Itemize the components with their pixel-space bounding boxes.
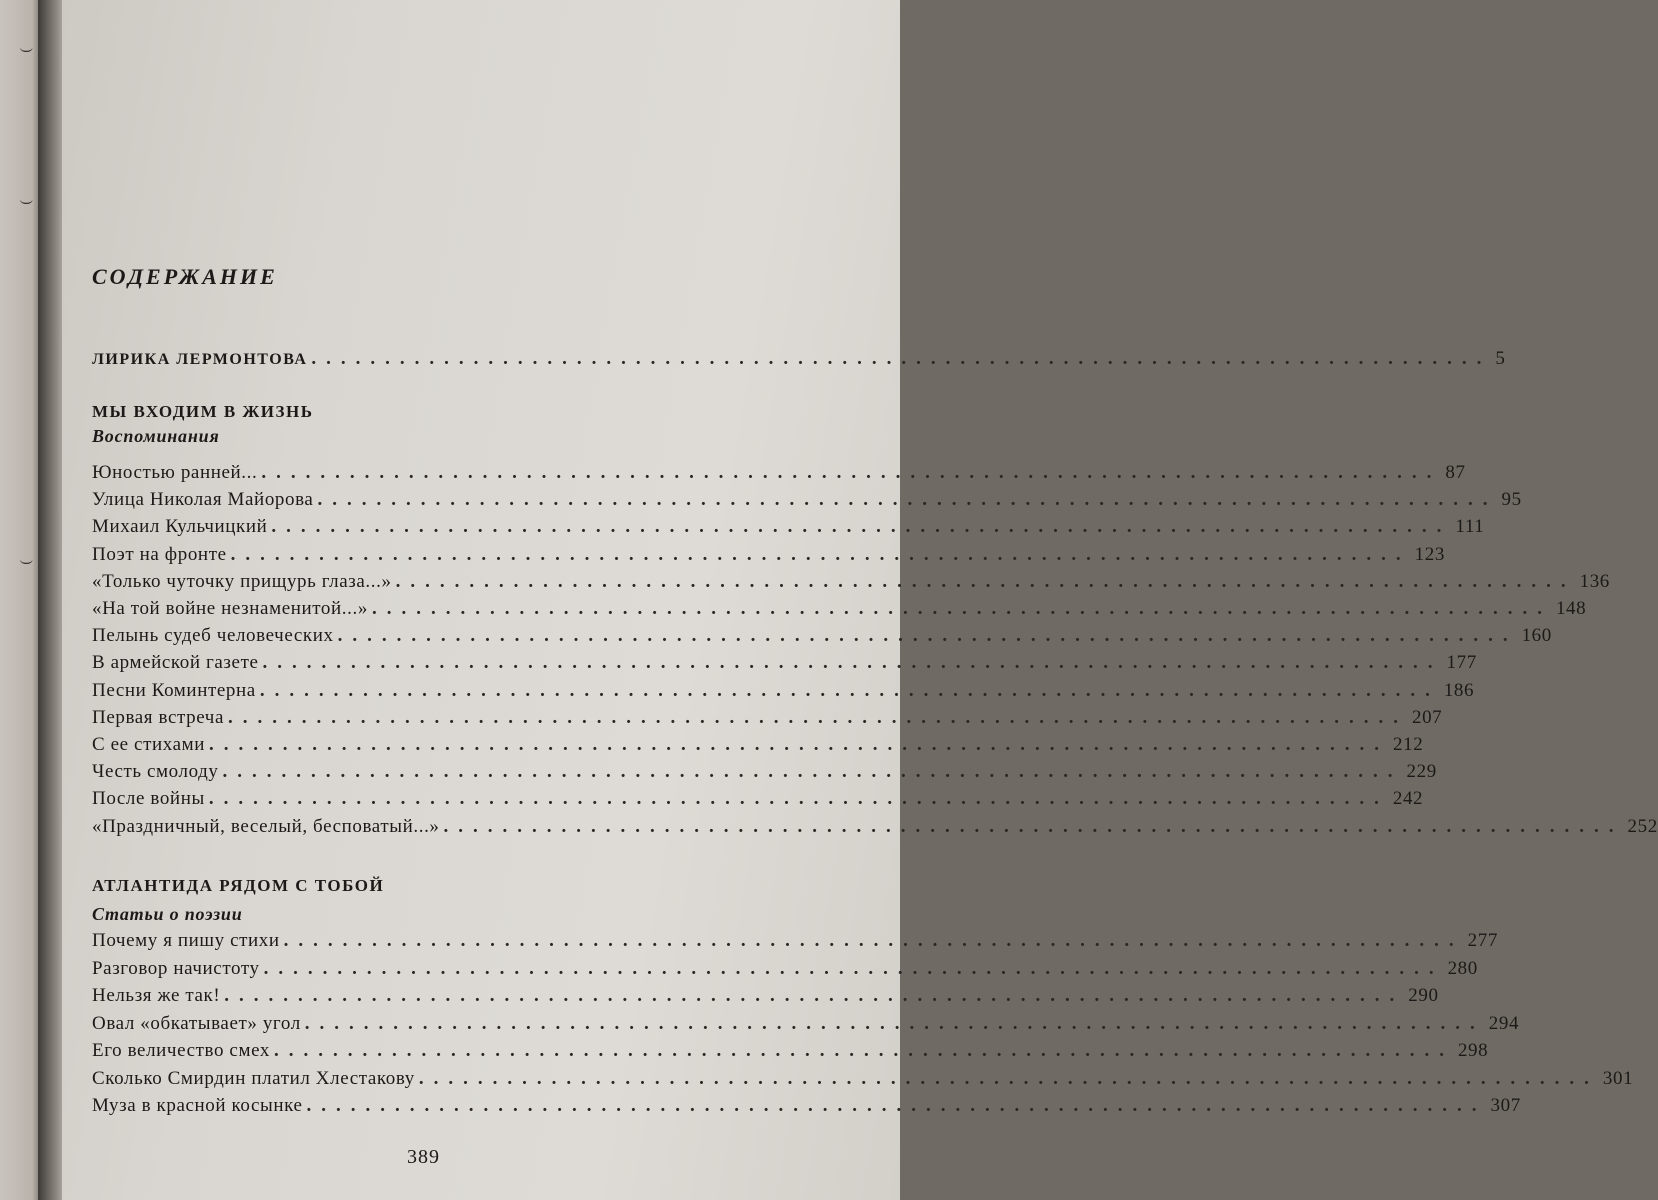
dot-leader: ................................................................................ <box>283 930 1464 951</box>
dot-leader: ................................................................................ <box>208 788 1389 810</box>
section-subtitle-articles: Статьи о поэзии <box>92 904 243 924</box>
toc-entry <box>92 1012 1520 1043</box>
entry-page: 148 <box>1555 598 1587 619</box>
entry-title: «Только чуточку прищурь глаза...» <box>92 570 392 592</box>
toc-entry <box>92 1040 1489 1070</box>
entry-page: 177 <box>1446 652 1477 674</box>
dot-leader: ................................................................................ <box>227 706 1408 728</box>
toc-entry-lyric <box>92 348 1506 378</box>
left-page-fragment: ) <box>19 48 34 53</box>
toc-entry <box>92 570 1610 601</box>
toc-entry <box>92 706 1443 737</box>
dot-leader: ................................................................................ <box>306 1095 1487 1116</box>
toc-entry <box>92 815 1658 846</box>
section-title-articles: АТЛАНТИДА РЯДОМ С ТОБОЙ <box>92 876 385 895</box>
dot-leader: ................................................................................ <box>259 679 1440 701</box>
dot-leader: ................................................................................ <box>395 570 1576 592</box>
dot-leader: ................................................................................ <box>304 1012 1485 1034</box>
dot-leader: ................................................................................ <box>263 957 1444 979</box>
entry-page: 301 <box>1602 1067 1634 1089</box>
entry-title: Его величество смех <box>92 1040 270 1061</box>
entry-title: Нельзя же так! <box>92 985 221 1006</box>
toc-entry <box>92 543 1445 574</box>
entry-title: ЛИРИКА ЛЕРМОНТОВА <box>92 351 308 368</box>
entry-title: «На той войне незнаменитой...» <box>92 598 368 619</box>
entry-title: Пелынь судеб человеческих <box>92 625 334 647</box>
entry-page: 207 <box>1411 706 1443 728</box>
dot-leader: ................................................................................ <box>230 543 1411 565</box>
entry-title: Разговор начистоту <box>92 957 260 979</box>
entry-title: Сколько Смирдин платил Хлестакову <box>92 1067 415 1089</box>
entry-page: 307 <box>1490 1095 1521 1116</box>
toc-entry <box>92 788 1424 818</box>
toc-entry <box>92 957 1478 988</box>
book-page <box>62 0 1658 1200</box>
entry-page: 252 <box>1627 815 1658 837</box>
dot-leader: ................................................................................ <box>224 985 1405 1006</box>
entry-page: 160 <box>1521 625 1552 647</box>
toc-entry <box>92 462 1466 492</box>
dot-leader: ................................................................................ <box>273 1040 1454 1061</box>
entry-title: Песни Коминтерна <box>92 679 256 701</box>
entry-title: После войны <box>92 788 205 810</box>
dot-leader: ................................................................................ <box>262 652 1443 674</box>
entry-page: 123 <box>1414 543 1445 565</box>
entry-title: Почему я пишу стихи <box>92 930 280 951</box>
entry-page: 111 <box>1455 516 1485 538</box>
dot-leader: ................................................................................ <box>317 489 1498 511</box>
toc-entry <box>92 930 1498 960</box>
dot-leader: ................................................................................ <box>418 1067 1599 1089</box>
entry-page: 95 <box>1501 489 1522 511</box>
toc-heading: СОДЕРЖАНИЕ <box>92 264 278 289</box>
entry-page: 290 <box>1408 985 1439 1006</box>
entry-title: Поэт на фронте <box>92 543 227 565</box>
dot-leader: ................................................................................ <box>261 462 1442 483</box>
dot-leader: ................................................................................ <box>311 348 1492 369</box>
entry-title: В армейской газете <box>92 652 259 674</box>
toc-entry <box>92 679 1475 710</box>
entry-title: С ее стихами <box>92 734 206 755</box>
entry-page: 229 <box>1406 761 1437 783</box>
entry-page: 298 <box>1457 1040 1489 1061</box>
dot-leader: ................................................................................ <box>209 734 1390 755</box>
toc-entry <box>92 761 1437 791</box>
left-page-fragment: ) <box>19 560 34 565</box>
toc-entry <box>92 652 1477 682</box>
toc-entry <box>92 625 1552 655</box>
toc-entry <box>92 734 1424 764</box>
entry-page: 87 <box>1445 462 1466 483</box>
entry-page: 212 <box>1393 734 1424 755</box>
dot-leader: ................................................................................ <box>222 761 1403 783</box>
entry-page: 294 <box>1488 1012 1520 1034</box>
entry-page: 242 <box>1392 788 1424 810</box>
entry-title: Муза в красной косынке <box>92 1095 303 1116</box>
entry-title: Юностью ранней... <box>92 462 258 483</box>
left-page-fragment: ) <box>19 200 34 205</box>
toc-entry <box>92 1095 1521 1125</box>
section-title-memoirs: МЫ ВХОДИМ В ЖИЗНЬ <box>92 402 314 421</box>
dot-leader: ................................................................................ <box>443 815 1624 837</box>
entry-title: Первая встреча <box>92 706 224 728</box>
toc-entry <box>92 598 1587 628</box>
entry-page: 186 <box>1443 679 1475 701</box>
section-subtitle-memoirs: Воспоминания <box>92 426 220 446</box>
entry-title: Честь смолоду <box>92 761 219 783</box>
entry-title: «Праздничный, веселый, бесповатый...» <box>92 815 440 837</box>
toc-entry <box>92 1067 1634 1098</box>
dot-leader: ................................................................................ <box>271 516 1452 538</box>
toc-entry <box>92 985 1439 1015</box>
toc-entry <box>92 516 1485 546</box>
entry-page: 277 <box>1467 930 1498 951</box>
entry-page: 5 <box>1495 348 1506 369</box>
entry-page: 136 <box>1579 570 1610 592</box>
dot-leader: ................................................................................ <box>371 598 1552 619</box>
entry-title: Овал «обкатывает» угол <box>92 1012 301 1034</box>
dot-leader: ................................................................................ <box>337 625 1518 647</box>
page-number: 389 <box>407 1146 440 1168</box>
entry-title: Улица Николая Майорова <box>92 489 314 511</box>
entry-title: Михаил Кульчицкий <box>92 516 268 538</box>
toc-entry <box>92 489 1522 519</box>
entry-page: 280 <box>1447 957 1478 979</box>
